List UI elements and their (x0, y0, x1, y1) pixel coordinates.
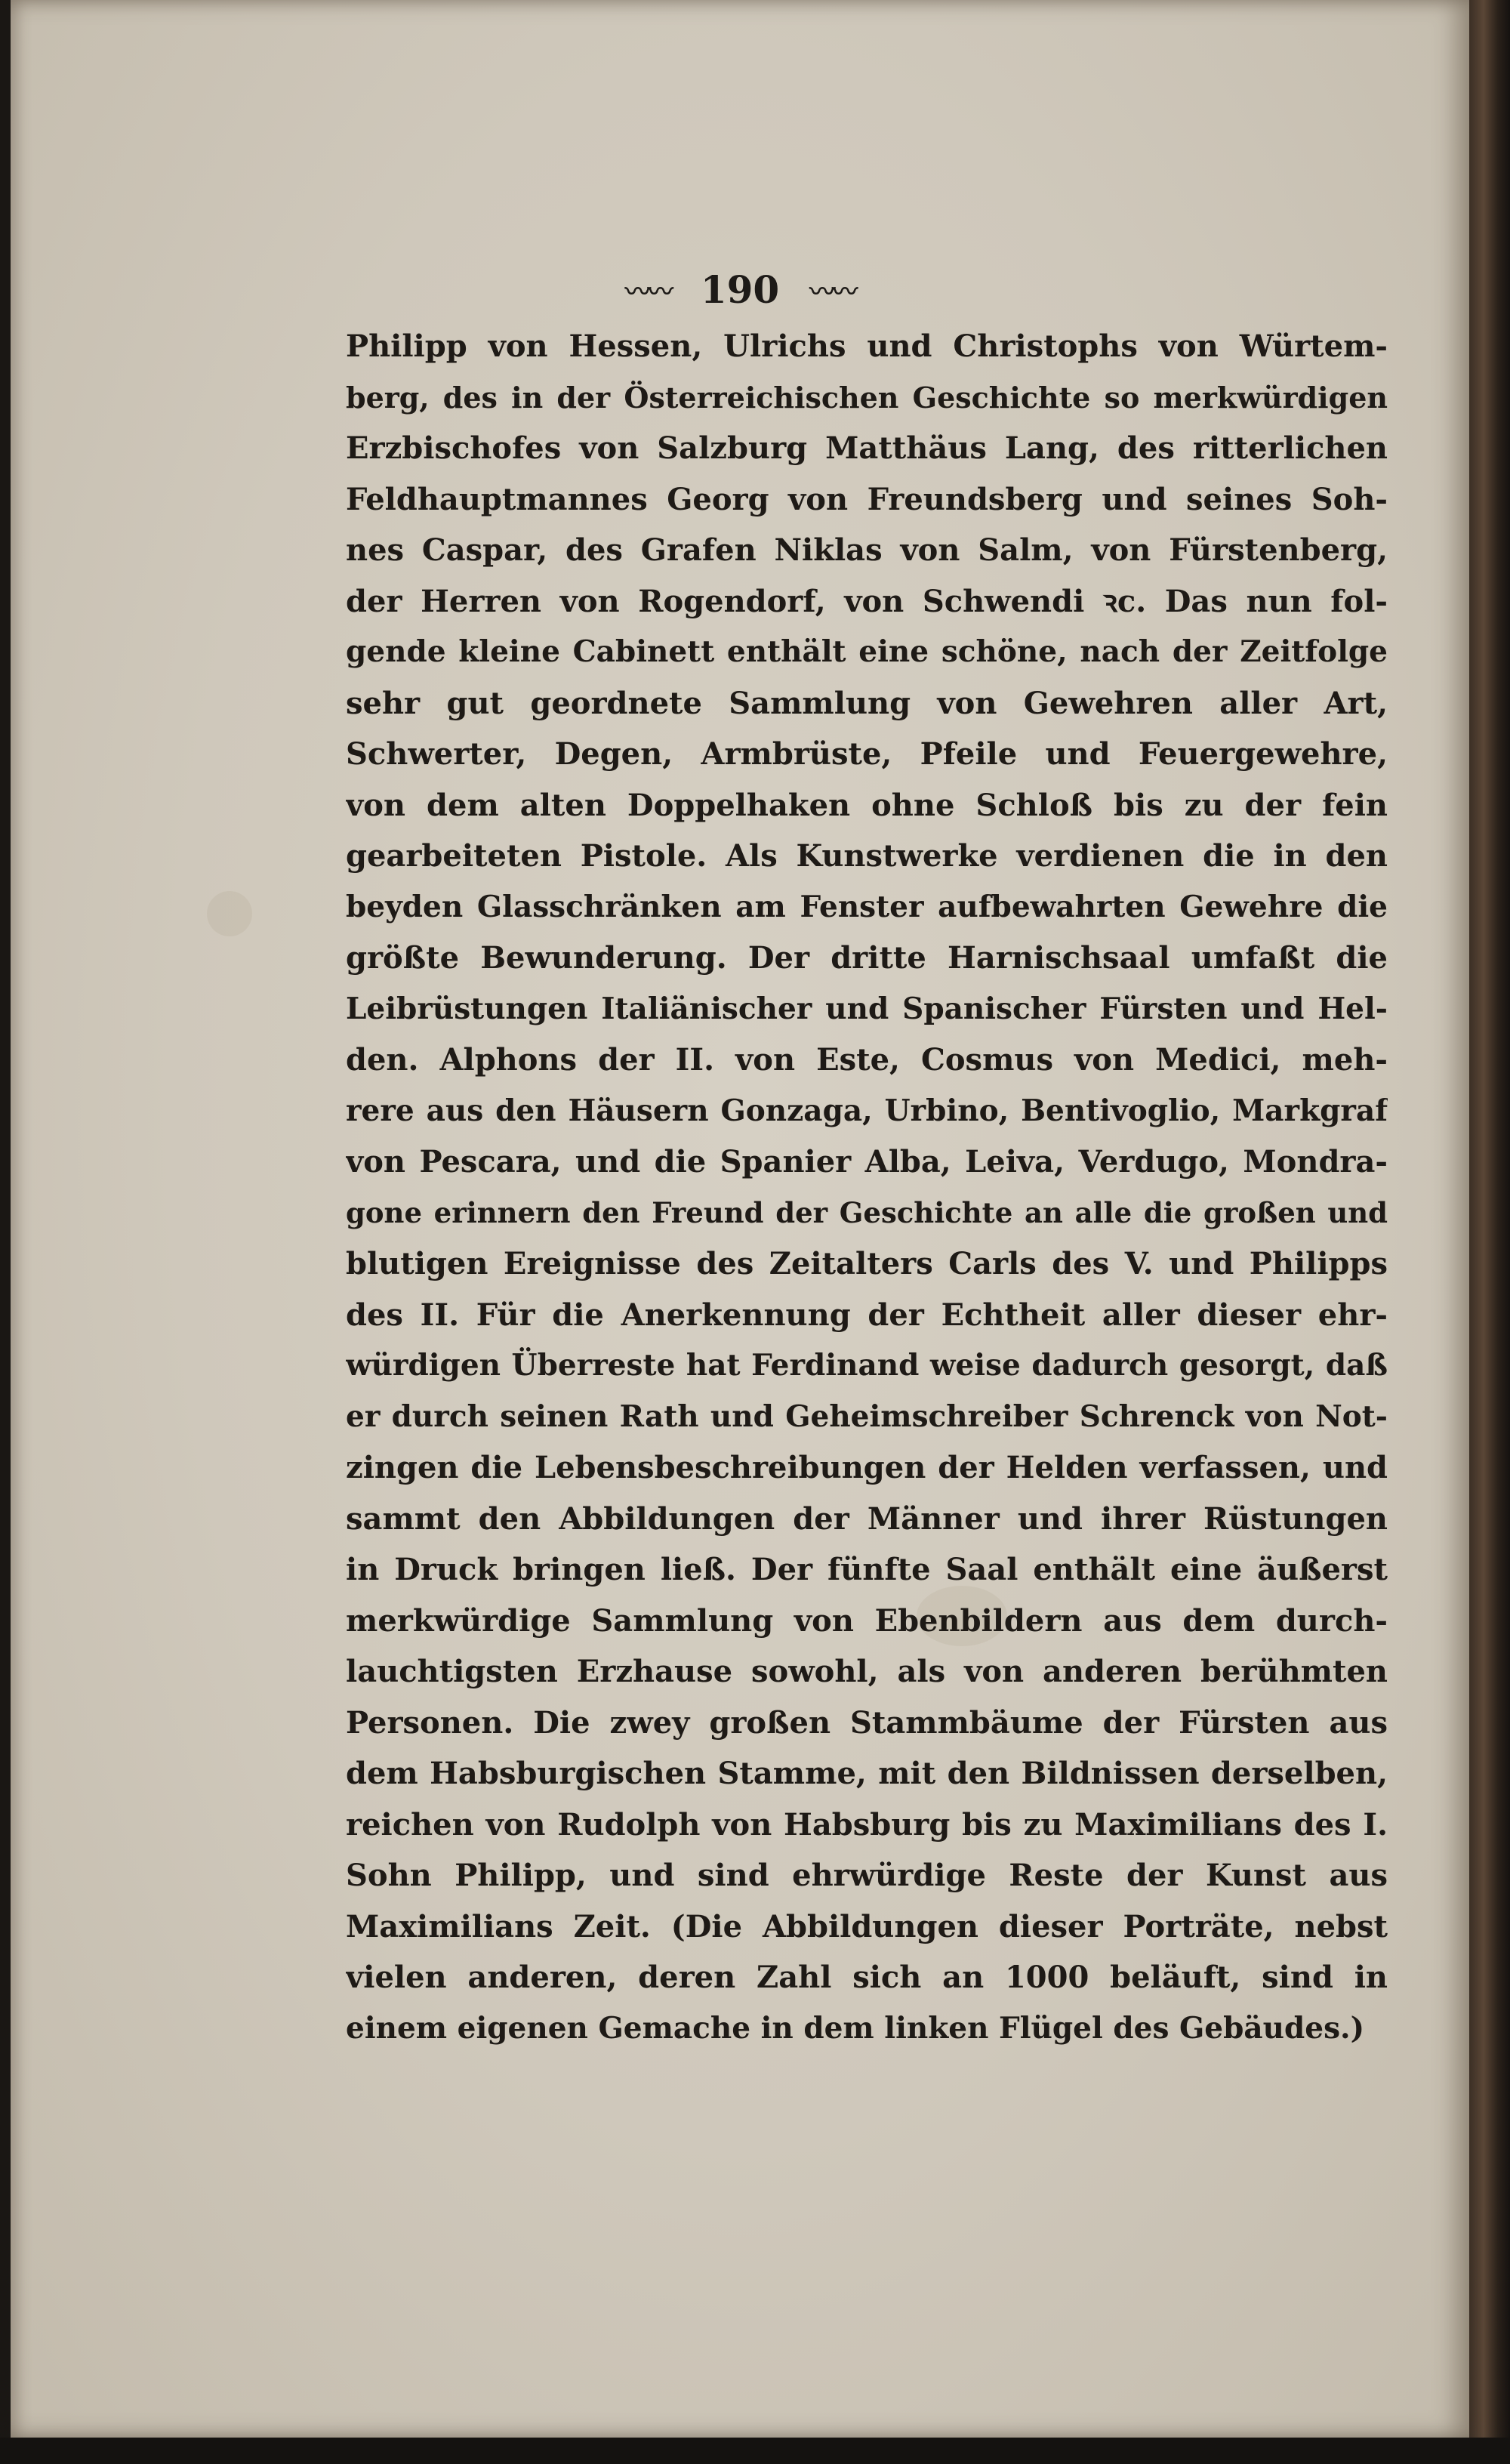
text-line: Feldhauptmannes Georg von Freundsberg und seines Soh- (346, 481, 1388, 517)
text-line: Personen. Die zwey großen Stammbäume der Fürsten aus (346, 1704, 1388, 1741)
text-line: er durch seinen Rath und Geheimschreiber Schrenck von Not- (346, 1399, 1388, 1434)
text-line: sehr gut geordnete Sammlung von Gewehren aller Art, (346, 685, 1388, 721)
text-line: lauchtigsten Erzhause sowohl, als von anderen berühmten (346, 1654, 1388, 1689)
text-line: einem eigenen Gemache in dem linken Flügel des Gebäudes.) (346, 2010, 1365, 2046)
page-header (11, 263, 1469, 316)
text-line: vielen anderen, deren Zahl sich an 1000 beläuft, sind in (346, 1960, 1388, 1995)
text-line: zingen die Lebensbeschreibungen der Helden verfassen, und (346, 1450, 1388, 1485)
scan-bottom-edge (0, 2438, 1510, 2464)
text-line: gearbeiteten Pistole. Als Kunstwerke verdienen die in den (346, 838, 1388, 874)
text-line: Sohn Philipp, und sind ehrwürdige Reste der Kunst aus (346, 1858, 1388, 1893)
header-ornament-right: 〰〰 (809, 276, 855, 307)
text-line: den. Alphons der II. von Este, Cosmus von Medici, meh- (346, 1042, 1388, 1078)
book-spine-edge (1469, 0, 1510, 2464)
header-ornament-left: 〰〰 (624, 276, 670, 307)
text-line: Philipp von Hessen, Ulrichs und Christophs von Würtem- (346, 328, 1388, 364)
text-line: Leibrüstungen Italiänischer und Spanischer Fürsten und Hel- (346, 991, 1388, 1026)
body-text (346, 321, 1388, 2054)
text-line: von Pescara, und die Spanier Alba, Leiva, Verdugo, Mondra- (346, 1144, 1388, 1180)
text-line: Erzbischofes von Salzburg Matthäus Lang, des ritterlichen (346, 430, 1388, 466)
text-line: dem Habsburgischen Stamme, mit den Bildnissen derselben, (346, 1756, 1388, 1791)
text-line: berg, des in der Österreichischen Geschichte so merkwürdigen (346, 380, 1388, 415)
text-line: von dem alten Doppelhaken ohne Schloß bis zu der fein (346, 787, 1388, 823)
text-line: beyden Glasschränken am Fenster aufbewahrten Gewehre die (346, 889, 1388, 924)
text-line: in Druck bringen ließ. Der fünfte Saal enthält eine äußerst (346, 1552, 1388, 1587)
text-line: blutigen Ereignisse des Zeitalters Carls des V. und Philipps (346, 1246, 1388, 1281)
text-line: reichen von Rudolph von Habsburg bis zu Maximilians des I. (346, 1806, 1388, 1843)
text-line: merkwürdige Sammlung von Ebenbildern aus dem durch- (346, 1602, 1388, 1639)
text-line: größte Bewunderung. Der dritte Harnischsaal umfaßt die (346, 940, 1388, 976)
text-line: des II. Für die Anerkennung der Echtheit aller dieser ehr- (346, 1297, 1388, 1333)
text-line: rere aus den Häusern Gonzaga, Urbino, Bentivoglio, Markgraf (346, 1093, 1388, 1128)
text-line: gende kleine Cabinett enthält eine schöne, nach der Zeitfolge (346, 634, 1388, 669)
text-line: Schwerter, Degen, Armbrüste, Pfeile und Feuergewehre, (346, 736, 1388, 772)
text-line: nes Caspar, des Grafen Niklas von Salm, von Fürstenberg, (346, 532, 1388, 568)
text-line: der Herren von Rogendorf, von Schwendi ꝛc. Das nun fol- (346, 583, 1388, 619)
text-line: würdigen Überreste hat Ferdinand weise dadurch gesorgt, daß (346, 1348, 1388, 1383)
text-line: gone erinnern den Freund der Geschichte an alle die großen und (346, 1195, 1388, 1229)
text-line: Maximilians Zeit. (Die Abbildungen dieser Porträte, nebst (346, 1908, 1388, 1944)
page-number: 190 (700, 267, 780, 312)
text-line: sammt den Abbildungen der Männer und ihrer Rüstungen (346, 1500, 1388, 1537)
paper-stain (207, 891, 252, 936)
